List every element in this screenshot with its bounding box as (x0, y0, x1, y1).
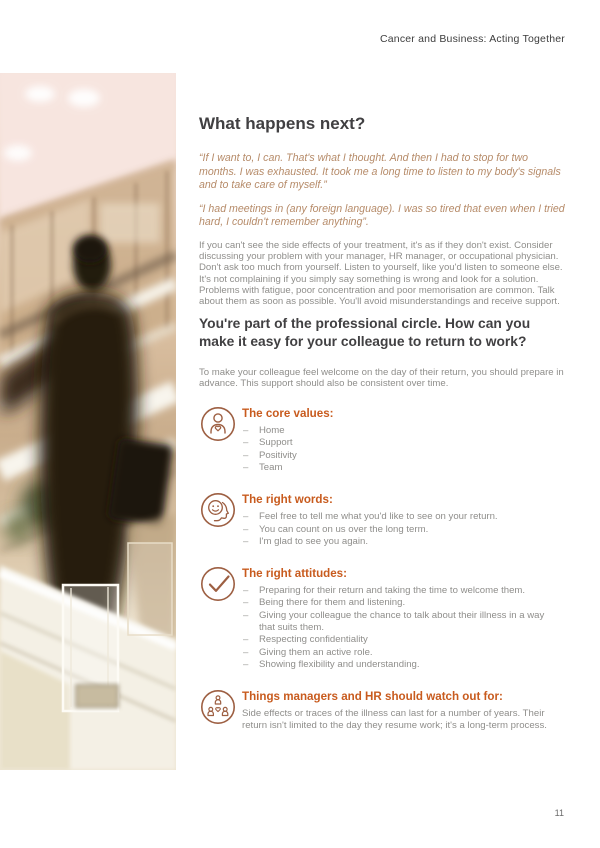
list-item: – Home (242, 425, 560, 437)
list-item: – Feel free to tell me what you'd like to see on your return. (242, 511, 560, 523)
section-right-attitudes-title: The right attitudes: (242, 566, 347, 580)
article-body (199, 114, 566, 747)
list-item: – Giving your colleague the chance to talk about their illness in a way that suits them. (242, 610, 560, 633)
section-right-words-body (242, 491, 560, 549)
list-item: – Being there for them and listening. (242, 597, 560, 609)
section-right-attitudes-body (242, 565, 560, 672)
list-item: – Support (242, 437, 560, 449)
running-header: Cancer and Business: Acting Together (379, 33, 565, 45)
head-smile-icon (199, 491, 237, 529)
right-attitudes-list (242, 585, 560, 671)
section-right-words (199, 491, 566, 549)
right-words-list (242, 511, 560, 548)
section-managers-hr-title: Things managers and HR should watch out for: (242, 689, 503, 703)
section-core-values (199, 405, 566, 475)
section-core-values-title: The core values: (242, 406, 334, 420)
section-right-words-title: The right words: (242, 492, 333, 506)
team-heart-icon (199, 688, 237, 726)
escalator-photo-art (0, 73, 176, 770)
section-subtitle: You're part of the professional circle. How can you make it easy for your colleague to return to work? (199, 316, 531, 349)
section-right-attitudes (199, 565, 566, 672)
list-item: – Respecting confidentiality (242, 634, 560, 646)
list-item: – Positivity (242, 450, 560, 462)
page-title: What happens next? (199, 114, 366, 133)
escalator-photo (0, 73, 176, 770)
list-item: – I'm glad to see you again. (242, 536, 560, 548)
patient-quote-2: “I had meetings in (any foreign language). I was so tired that even when I tried hard, I couldn't remember anything”. (199, 202, 565, 229)
list-item: – Team (242, 462, 560, 474)
intro-paragraph: If you can't see the side effects of your treatment, it's as if they don't exist. Consider discussing your problem with your manager, HR manager, or occupational physician. Don't ask too much from yourself. Listen to yourself, like you'd listen to someone else. It's not complaining if you simply say something is wrong and look for a solution. Problems with fatigue, poor concentration and poor memorisation are common. Talk about them as soon as possible. You'll avoid misunderstandings and receive support. (199, 239, 563, 307)
checkmark-icon (199, 565, 237, 603)
list-item: – Showing flexibility and understanding. (242, 659, 560, 671)
page-number: 11 (554, 808, 564, 818)
list-item: – You can count on us over the long term. (242, 524, 560, 536)
list-item: – Giving them an active role. (242, 647, 560, 659)
core-values-list (242, 425, 560, 474)
patient-quote-1: “If I want to, I can. That's what I thought. And then I had to stop for two months. I was exhausted. It took me a long time to listen to my body's signals and to take care of myself.” (199, 152, 561, 192)
list-item: – Preparing for their return and taking the time to welcome them. (242, 585, 560, 597)
managers-hr-text: Side effects or traces of the illness can last for a number of years. Their return isn't limited to the day they resume work; it's a long-term process. (242, 707, 547, 731)
person-heart-icon (199, 405, 237, 443)
section-managers-hr-body (242, 688, 560, 731)
subtitle-lead-paragraph: To make your colleague feel welcome on the day of their return, you should prepare in advance. This support should also be consistent over time. (199, 367, 564, 390)
section-core-values-body (242, 405, 560, 475)
section-managers-hr (199, 688, 566, 731)
